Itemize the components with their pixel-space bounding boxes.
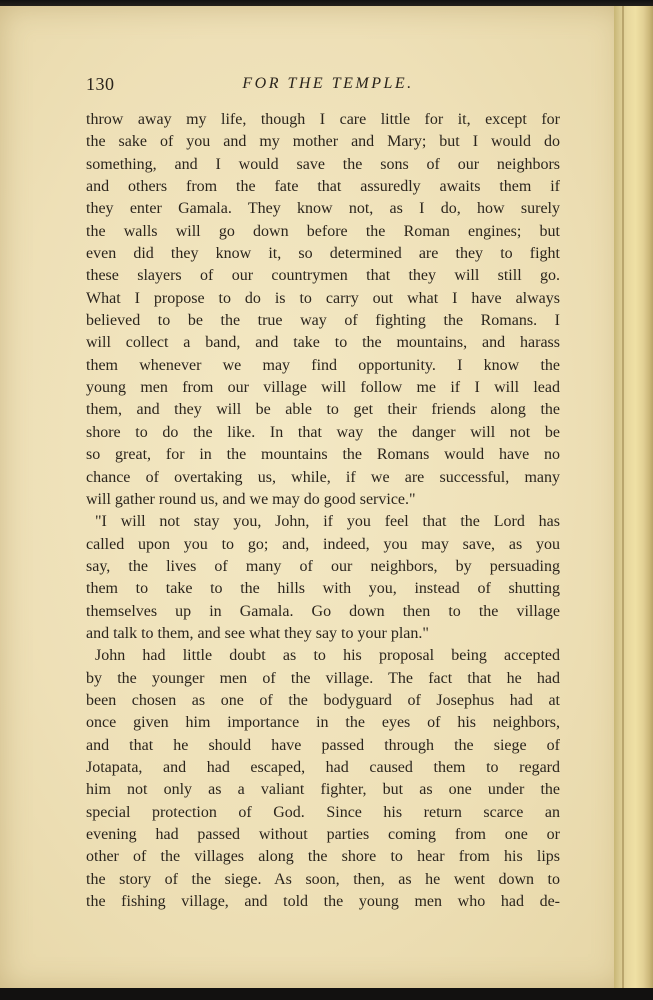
text-line: "I will not stay you, John, if you feel that the Lord has [95, 513, 560, 531]
text-line: shore to do the like. In that way the danger will not be [86, 423, 560, 441]
text-line: say, the lives of many of our neighbors, by persuading [86, 557, 560, 575]
text-line: been chosen as one of the bodyguard of Josephus had at [86, 691, 560, 709]
text-line: and talk to them, and see what they say to your plan." [86, 624, 429, 642]
text-line: them whenever we may find opportunity. I know the [86, 356, 560, 374]
text-line: throw away my life, though I care little for it, except for [86, 111, 560, 128]
fore-edge-crease [622, 6, 624, 990]
text-line: will collect a band, and take to the mountains, and harass [86, 334, 560, 352]
text-line: evening had passed without parties coming from one or [86, 826, 560, 843]
text-line: believed to be the true way of fighting the Romans. I [86, 312, 560, 330]
text-line: even did they know it, so determined are they to fight [86, 245, 560, 263]
text-line: them to take to the hills with you, instead of shutting [86, 580, 560, 598]
text-line: the walls will go down before the Roman engines; but [86, 222, 560, 240]
text-line: once given him importance in the eyes of his neighbors, [86, 714, 560, 732]
text-line: these slayers of our countrymen that they will still go. [86, 267, 560, 285]
text-line: and that he should have passed through the siege of [86, 736, 560, 754]
text-line: special protection of God. Since his return scarce an [86, 803, 560, 821]
text-line: other of the villages along the shore to hear from his lips [86, 848, 560, 866]
text-line: will gather round us, and we may do good service." [86, 490, 416, 508]
text-line: so great, for in the mountains the Romans would have no [86, 446, 560, 464]
bottom-edge-shadow [0, 988, 653, 1000]
text-line: the story of the siege. As soon, then, as he went down to [86, 870, 560, 888]
fore-edge-gilt [614, 6, 653, 990]
text-line: John had little doubt as to his proposal being accepted [95, 647, 560, 665]
text-line: young men from our village will follow me if I will lead [86, 379, 560, 397]
body-text [86, 109, 560, 913]
text-line: called upon you to go; and, indeed, you may save, as you [86, 535, 560, 553]
text-line: themselves up in Gamala. Go down then to the village [86, 602, 560, 620]
text-line: Jotapata, and had escaped, had caused them to regard [86, 758, 560, 776]
text-line: the sake of you and my mother and Mary; but I would do [86, 133, 560, 151]
text-line: something, and I would save the sons of our neighbors [86, 155, 560, 173]
text-line: by the younger men of the village. The fact that he had [86, 669, 560, 687]
text-line: him not only as a valiant fighter, but as one under the [86, 781, 560, 799]
text-line: the fishing village, and told the young men who had de- [86, 893, 560, 911]
text-line: chance of overtaking us, while, if we are successful, many [86, 468, 560, 486]
text-line: they enter Gamala. They know not, as I do, how surely [86, 200, 560, 218]
running-head [86, 72, 560, 96]
page-number: 130 [86, 74, 115, 94]
text-line: and others from the fate that assuredly awaits them if [86, 178, 560, 196]
text-line: What I propose to do is to carry out what I have always [86, 289, 560, 307]
running-title: FOR THE TEMPLE. [242, 75, 414, 92]
text-line: them, and they will be able to get their friends along the [86, 401, 560, 419]
